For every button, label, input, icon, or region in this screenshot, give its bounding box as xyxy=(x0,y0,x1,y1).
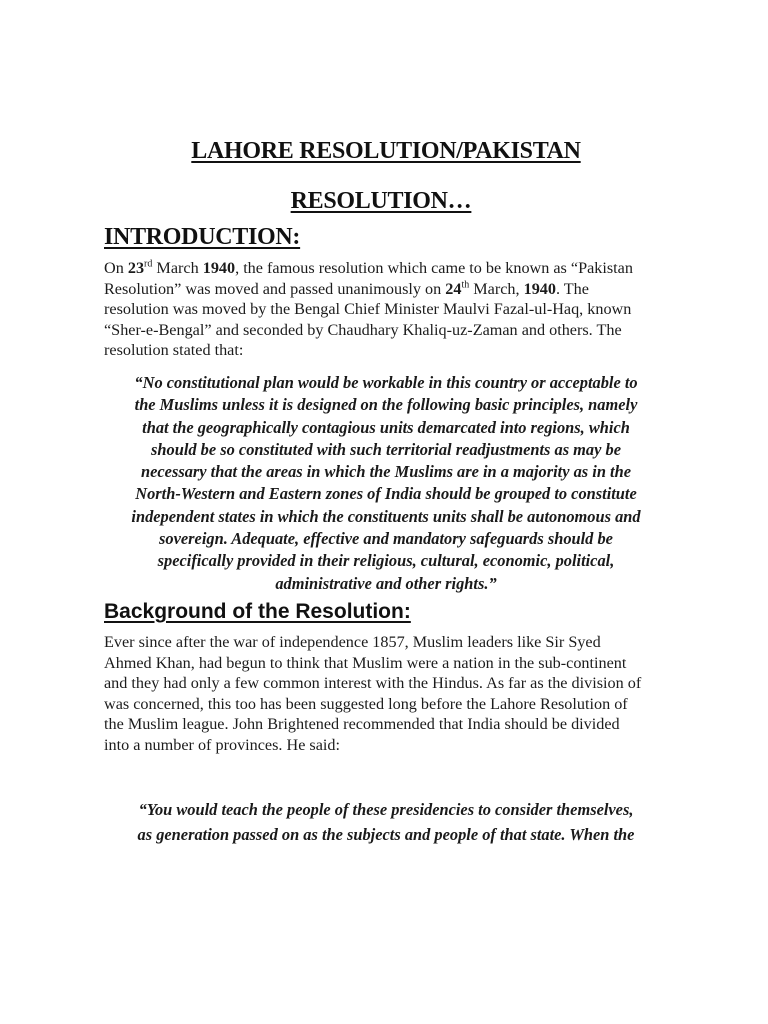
background-line: into a number of provinces. He said: xyxy=(104,735,341,754)
document-title-line-2: RESOLUTION… xyxy=(290,188,472,214)
quote-line: “No constitutional plan would be workable in this country or acceptable to xyxy=(134,373,638,392)
background-line: the Muslim league. John Brightened recommended that India should be divided xyxy=(104,715,620,733)
quote-line: necessary that the areas in which the Muslims are in a majority as in the xyxy=(141,462,631,482)
background-paragraph xyxy=(104,632,666,755)
introduction-line: On 23rd March 1940, the famous resolution which came to be known as “Pakistan xyxy=(104,258,633,277)
background-heading: Background of the Resolution: xyxy=(104,600,411,623)
quote-line: specifically provided in their religious, cultural, economic, political, xyxy=(157,551,615,571)
resolution-quote xyxy=(96,372,676,595)
quote-line: North-Western and Eastern zones of India should be grouped to constitute xyxy=(135,484,637,504)
background-line: Ahmed Khan, had begun to think that Muslim were a nation in the sub-continent xyxy=(104,653,627,672)
quote-line: sovereign. Adequate, effective and mandatory safeguards should be xyxy=(159,529,613,549)
brightened-quote xyxy=(96,797,676,847)
quote-line: “You would teach the people of these presidencies to consider themselves, xyxy=(138,800,634,819)
document-title-line-1: LAHORE RESOLUTION/PAKISTAN xyxy=(191,138,581,164)
introduction-line: resolution stated that: xyxy=(104,341,244,359)
quote-line: that the geographically contagious units demarcated into regions, which xyxy=(142,417,630,437)
background-line: was concerned, this too has been suggested long before the Lahore Resolution of xyxy=(104,694,628,713)
introduction-heading: INTRODUCTION: xyxy=(104,224,301,250)
background-line: Ever since after the war of independence 1857, Muslim leaders like Sir Syed xyxy=(104,633,601,651)
background-line: and they had only a few common interest with the Hindus. As far as the division of xyxy=(104,674,642,692)
introduction-paragraph xyxy=(104,258,666,361)
quote-line: administrative and other rights.” xyxy=(275,573,497,593)
quote-line: the Muslims unless it is designed on the following basic principles, namely xyxy=(134,395,638,415)
quote-line: independent states in which the constituents units shall be autonomous and xyxy=(131,506,641,526)
introduction-line: resolution was moved by the Bengal Chief Minister Maulvi Fazal-ul-Haq, known xyxy=(104,300,632,318)
quote-line: should be so constituted with such territorial readjustments as may be xyxy=(151,439,621,459)
introduction-line: Resolution” was moved and passed unanimously on 24th March, 1940. The xyxy=(104,279,589,298)
quote-line: as generation passed on as the subjects and people of that state. When the xyxy=(137,825,635,844)
introduction-line: “Sher-e-Bengal” and seconded by Chaudhary Khaliq-uz-Zaman and others. The xyxy=(104,320,622,339)
